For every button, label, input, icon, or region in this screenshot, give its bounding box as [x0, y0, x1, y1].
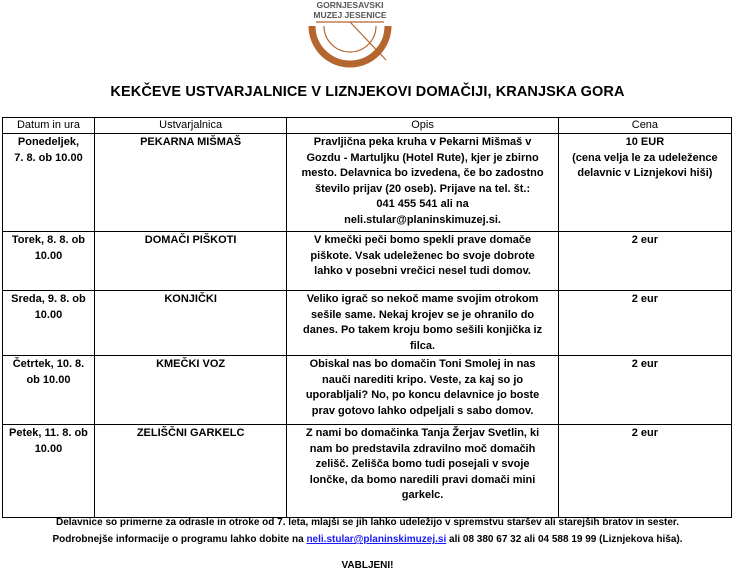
header-description: Opis [287, 118, 559, 134]
header-workshop: Ustvarjalnica [94, 118, 286, 134]
table-row [3, 356, 732, 425]
footer-age-note: Delavnice so primerne za odrasle in otroke od 7. leta, mlajši se jih lahko udeležijo v spremstvu staršev ali starejših bratov in sester. [55, 517, 680, 528]
date-cell: Petek, 11. 8. ob 10.00 [3, 425, 95, 518]
price-cell: 2 eur [558, 291, 731, 356]
closing-text: VABLJENI! [341, 560, 394, 571]
date-cell: Torek, 8. 8. ob 10.00 [3, 232, 95, 291]
table-row [3, 425, 732, 518]
workshop-cell: PEKARNA MIŠMAŠ [94, 134, 286, 232]
header-price: Cena [558, 118, 731, 134]
description-cell: Veliko igrač so nekoč mame svojim otrokom sešile same. Nekaj krojev se je ohranilo do danes. Po takem kroju bomo sešili konjička iz filca. [287, 291, 559, 356]
price-cell: 10 EUR (cena velja le za udeležence delavnic v Liznjekovi hiši) [558, 134, 731, 232]
table-row [3, 232, 732, 291]
workshop-cell: KMEČKI VOZ [94, 356, 286, 425]
price-cell: 2 eur [558, 356, 731, 425]
table-row [3, 291, 732, 356]
logo-line1: GORNJESAVSKI [316, 0, 384, 10]
workshop-cell: ZELIŠČNI GARKELC [94, 425, 286, 518]
header-date: Datum in ura [3, 118, 95, 134]
page-title: KEKČEVE USTVARJALNICE V LIZNJEKOVI DOMAČIJI, KRANJSKA GORA [110, 84, 625, 100]
date-cell: Sreda, 9. 8. ob 10.00 [3, 291, 95, 356]
date-cell: Četrtek, 10. 8. ob 10.00 [3, 356, 95, 425]
description-cell: V kmečki peči bomo spekli prave domače piškote. Vsak udeleženec bo svoje dobrote lahko v posebni vrečici nesel tudi domov. [287, 232, 559, 291]
description-cell: Z nami bo domačinka Tanja Žerjav Svetlin, ki nam bo predstavila zdravilno moč domačih zelišč. Zelišča bomo tudi posejali v svoje lončke, da bomo naredili pravi domači mini garkelc. [287, 425, 559, 518]
table-row [3, 134, 732, 232]
price-cell: 2 eur [558, 425, 731, 518]
logo-arc-text: M U Z E J [340, 54, 360, 59]
museum-logo [300, 0, 400, 78]
table-header-row [3, 118, 732, 134]
workshop-cell: DOMAČI PIŠKOTI [94, 232, 286, 291]
footer-contact: Podrobnejše informacije o programu lahko dobite na neli.stular@planinskimuzej.si ali 08 380 67 32 ali 04 588 19 99 (Liznjekova hiša). [52, 534, 683, 545]
program-table [2, 117, 732, 518]
price-cell: 2 eur [558, 232, 731, 291]
email-link[interactable]: neli.stular@planinskimuzej.si [306, 534, 447, 545]
description-cell: Pravljična peka kruha v Pekarni Mišmaš v Gozdu - Martuljku (Hotel Rute), kjer je zbirno mesto. Delavnica bo izvedena, če bo zadostno število prijav (20 oseb). Prijave na tel. št.: 041 455 541 ali na neli.stular@planinskimuzej.si. [287, 134, 559, 232]
description-cell: Obiskal nas bo domačin Toni Smolej in nas nauči narediti kripo. Veste, za kaj so jo uporabljali? No, po koncu delavnice jo boste prav gotovo lahko odpeljali s sabo domov. [287, 356, 559, 425]
logo-line2: MUZEJ JESENICE [313, 10, 387, 20]
workshop-cell: KONJIČKI [94, 291, 286, 356]
date-cell: Ponedeljek, 7. 8. ob 10.00 [3, 134, 95, 232]
